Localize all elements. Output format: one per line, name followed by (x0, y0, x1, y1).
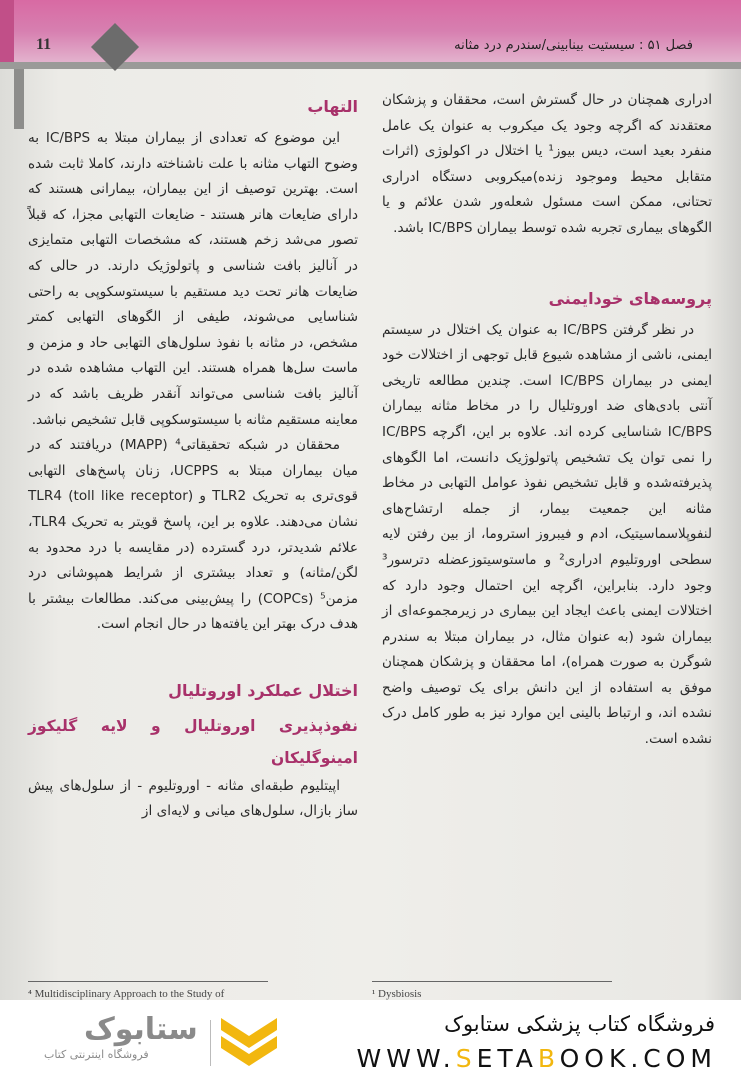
right-column (382, 88, 712, 753)
url-part: S (455, 1044, 477, 1073)
header-edge (0, 0, 14, 62)
url-part: ETA (476, 1044, 538, 1073)
logo-name: ستابوک (84, 1012, 198, 1047)
footnote: ¹ Dysbiosis (372, 988, 422, 1000)
url-part: OOK.COM (559, 1044, 717, 1073)
paragraph: محققان در شبکه تحقیقاتی⁴ (MAPP) دریافتند که در میان بیماران مبتلا به UCPPS، زنان پاسخ‌های التهابی قوی‌تری به تحریک TLR2 و TLR4 (toll like receptor) نشان می‌دهند. علاوه بر این، پاسخ قویتر به تحریک TLR4، علائم شدیدتر، درد گسترده (در مقایسه با درد محدود به لگن/مثانه) و تعداد بیشتری از شرایط همپوشانی درد مزمن⁵ (COPCs) را پیش‌بینی می‌کند. مطالعات بیشتر با هدف درک بهتر این یافته‌ها در حال انجام است. (28, 437, 359, 633)
chevron-logo-icon (219, 1014, 279, 1070)
store-url[interactable] (357, 1044, 717, 1073)
store-footer (0, 1000, 741, 1080)
footnote-rule (28, 981, 268, 982)
section-heading: التهاب (307, 97, 358, 116)
url-part: WWW. (356, 1044, 456, 1073)
section-heading: پروسه‌های خودایمنی (548, 288, 712, 308)
chapter-title: فصل ۵۱ : سیستیت بینابینی/سندرم درد مثانه (454, 38, 693, 53)
store-logo[interactable] (24, 1012, 284, 1072)
sub-heading: نفوذپذیری اوروتلیال و لایه گلیکوز امینوگلیکان (28, 716, 358, 767)
store-name: فروشگاه کتاب پزشکی ستابوک (444, 1012, 715, 1036)
side-marker (14, 69, 24, 129)
logo-divider (210, 1020, 211, 1066)
paragraph: اپیتلیوم طبقه‌ای مثانه - اوروتلیوم - از سلول‌های پیش ساز بازال، سلول‌های میانی و لایه‌ای از (28, 777, 358, 820)
footnote: ⁴ Multidisciplinary Approach to the Study of (28, 988, 225, 1000)
page-number: 11 (36, 36, 52, 53)
logo-tagline: فروشگاه اینترنتی کتاب (44, 1048, 149, 1061)
paragraph: ادراری همچنان در حال گسترش است، محققان و پزشکان معتقدند که اگرچه وجود یک میکروب به عنوان یک عامل منفرد بعید است، دیس بیوز¹ یا اختلال در اکولوژی (اثرات متقابل محیط وموجود زنده)میکروبی دستگاه ادراری تحتانی، ممکن است مسئول شعله‌ور شدن علائم و یا الگوهای بیماری تجربه شده توسط بیماران IC/BPS باشد. (382, 92, 712, 236)
paragraph: در نظر گرفتن IC/BPS به عنوان یک اختلال در سیستم ایمنی، ناشی از مشاهده شیوع قابل توجهی از اختلالات خود ایمنی در بیماران IC/BPS است. چندین مطالعه تاریخی آنتی بادی‌های ضد اوروتلیال را در مخاط مثانه بیماران IC/BPS شناسایی کرده اند. علاوه بر این، اگرچه IC/BPS را نمی توان یک تشخیص پاتولوژیک دانست، اما الگوهای پذیرفته‌شده و قابل تشخیص نفوذ عوامل التهابی در مخاط مثانه این جمعیت بیمار، از جمله ارتشاح‌های لنفوپلاسماسیتیک، ادم و فیبروز استروما، از بین رفتن لایه سطحی اوروتلیوم ادراری² و ماستوسیتوزعضله دترسور³ وجود دارد. بنابراین، اگرچه این احتمال وجود دارد که اختلالات ایمنی باعث ایجاد این بیماری در زیرمجموعه‌ای از بیماران شود (به عنوان مثال، در بیماران مبتلا به سندرم شوگرن به صورت همراه)، اما محققان و پزشکان همچنان موفق به استفاده از این دانش برای یک توصیف واضح نشده اند، و ارتباط بالینی این موارد نیز به طور کامل درک نشده است. (382, 321, 712, 748)
footnote-rule (372, 981, 612, 982)
left-column (28, 88, 358, 825)
section-heading: اختلال عملکرد اوروتلیال (168, 680, 358, 700)
paragraph: این موضوع که تعدادی از بیماران مبتلا به IC/BPS به وضوح التهاب مثانه با علت ناشناخته دارند، کاملا ثابت شده است. بهترین توصیف از این بیماران، بیمارانی هستند که دارای ضایعات هانر هستند - ضایعات التهابی مجزا، که قبلاً تصور می‌شد زخم هستند، که مشخصات التهابی متمایزی در آنالیز بافت شناسی و پاتولوژیک دارند. در حالی که ضایعات هانر تحت دید مستقیم با سیستوسکوپی به راحتی شناسایی می‌شوند، طیفی از الگوهای التهابی کمتر مشخص، در مثانه با نفوذ سلول‌های التهابی حاد و مزمن و ماست سل‌ها همراه هستند. این التهاب مشاهده شده در آنالیز بافت شناسی می‌تواند آنقدر ظریف باشد که در معاینه مستقیم مثانه با سیستوسکوپی قابل تشخیص نباشد. (28, 130, 358, 428)
url-part: B (537, 1044, 560, 1073)
